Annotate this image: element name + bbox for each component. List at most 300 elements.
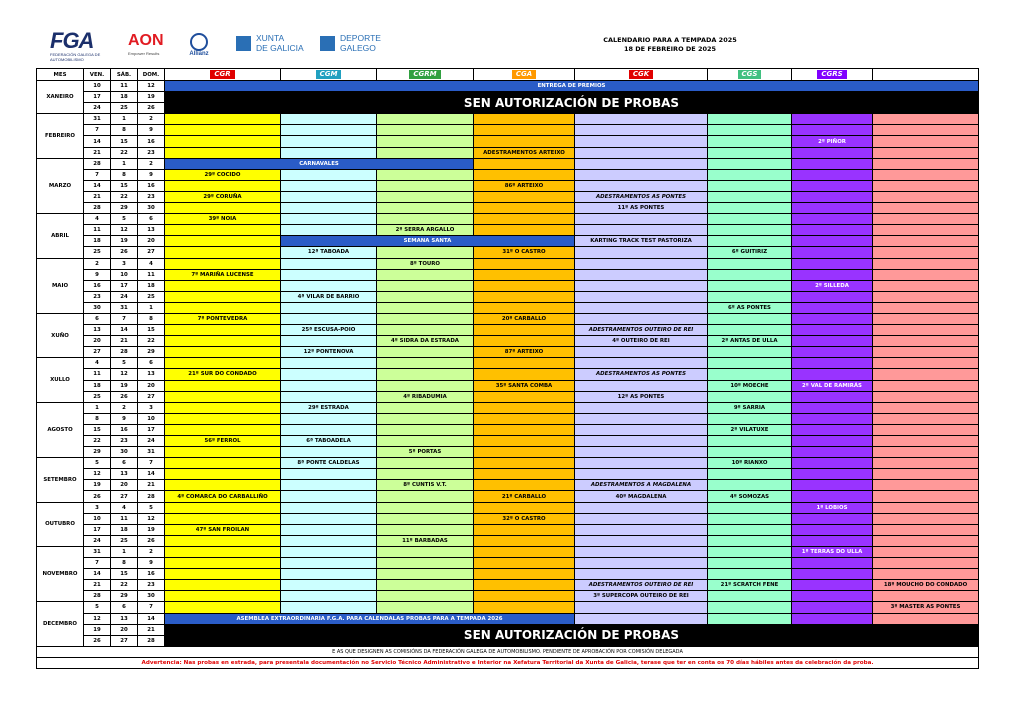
empty-out [873,247,979,258]
day-sab: 8 [111,169,138,180]
event-cgs: 2º ANTAS DE ULLA [708,336,792,347]
empty-cgrs [792,302,873,313]
day-sab: 13 [111,613,138,624]
calendar-table [36,68,979,669]
empty-cgk [575,402,708,413]
empty-cgm [281,358,377,369]
table-row [37,325,979,336]
day-sab: 9 [111,413,138,424]
cgr-badge: CGR [210,70,234,79]
month-cell: SETEMBRO [37,458,84,502]
empty-cgrs [792,413,873,424]
day-sab: 3 [111,258,138,269]
day-ven: 2 [84,258,111,269]
day-ven: 21 [84,191,111,202]
day-dom: 21 [138,480,165,491]
empty-out [873,158,979,169]
empty-cgs [708,480,792,491]
day-ven: 31 [84,546,111,557]
empty-cgrs [792,602,873,613]
empty-cgk [575,535,708,546]
empty-cga [474,369,575,380]
event-cgs: 6º AS PONTES [708,302,792,313]
table-row [37,92,979,103]
empty-cgs [708,136,792,147]
event-out: 3º MASTER AS PONTES [873,602,979,613]
table-row [37,358,979,369]
empty-cgs [708,369,792,380]
empty-cgm [281,569,377,580]
empty-cgs [708,258,792,269]
table-row [37,169,979,180]
event-cgrm: 2º SERRA ARGALLO [377,225,474,236]
day-ven: 4 [84,358,111,369]
day-dom: 19 [138,524,165,535]
event-out: 18º MOUCHO DO CONDADO [873,580,979,591]
empty-cga [474,524,575,535]
empty-cgrs [792,424,873,435]
event-cgk: ADESTRAMENTOS AS PONTES [575,369,708,380]
empty-cgrm [377,513,474,524]
day-ven: 25 [84,391,111,402]
empty-out [873,280,979,291]
empty-out [873,313,979,324]
empty-cgr [165,114,281,125]
event-cga: 20º CARBALLO [474,313,575,324]
day-sab: 26 [111,247,138,258]
day-dom: 6 [138,214,165,225]
empty-cgs [708,269,792,280]
empty-cga [474,424,575,435]
empty-cgk [575,125,708,136]
empty-cga [474,114,575,125]
day-dom: 12 [138,513,165,524]
col-header-cgrm [377,69,474,81]
col-header-cga [474,69,575,81]
empty-out [873,269,979,280]
empty-cgrs [792,325,873,336]
empty-cgrs [792,535,873,546]
empty-cgrs [792,147,873,158]
empty-cgrm [377,369,474,380]
empty-cgm [281,535,377,546]
empty-cgrm [377,247,474,258]
empty-cgrs [792,524,873,535]
empty-cgrs [792,558,873,569]
empty-out [873,236,979,247]
empty-cgm [281,424,377,435]
day-dom: 9 [138,125,165,136]
empty-cgrm [377,413,474,424]
title-line1: CALENDARIO PARA A TEMPADA 2025 [603,36,737,44]
page-header [0,0,1024,68]
empty-cgs [708,569,792,580]
day-dom: 25 [138,291,165,302]
empty-cgm [281,191,377,202]
empty-cgrs [792,491,873,502]
empty-cga [474,391,575,402]
day-dom: 26 [138,535,165,546]
fga-logo [50,30,110,62]
empty-cgm [281,380,377,391]
empty-cgs [708,347,792,358]
empty-cgs [708,225,792,236]
day-dom: 23 [138,191,165,202]
day-dom: 10 [138,413,165,424]
empty-cgs [708,602,792,613]
empty-cga [474,569,575,580]
empty-cgm [281,269,377,280]
empty-cga [474,413,575,424]
empty-cgs [708,535,792,546]
day-sab: 12 [111,369,138,380]
empty-cgrm [377,280,474,291]
empty-cgk [575,458,708,469]
empty-cga [474,436,575,447]
empty-cga [474,546,575,557]
empty-cgs [708,413,792,424]
day-sab: 24 [111,291,138,302]
day-sab: 18 [111,524,138,535]
table-row [37,558,979,569]
day-dom: 13 [138,369,165,380]
empty-cga [474,269,575,280]
empty-out [873,513,979,524]
empty-cgs [708,447,792,458]
empty-cgrm [377,569,474,580]
day-ven: 24 [84,535,111,546]
empty-cga [474,458,575,469]
empty-cga [474,502,575,513]
empty-out [873,436,979,447]
empty-cgk [575,513,708,524]
month-cell: AGOSTO [37,402,84,457]
empty-cgrs [792,469,873,480]
empty-out [873,569,979,580]
day-ven: 5 [84,602,111,613]
event-cgrs: 1º LOBIOS [792,502,873,513]
event-cgk: 11º AS PONTES [575,203,708,214]
day-dom: 7 [138,602,165,613]
empty-cgrm [377,358,474,369]
event-cgrm: 5º PORTAS [377,447,474,458]
event-cgm: 29º ESTRADA [281,402,377,413]
empty-cgr [165,180,281,191]
empty-out [873,302,979,313]
cgrm-badge: CGRM [409,70,440,79]
table-row [37,214,979,225]
table-row [37,591,979,602]
empty-cgm [281,280,377,291]
empty-cgm [281,313,377,324]
cgk-badge: CGK [629,70,653,79]
xunta-line1: XUNTA [256,33,285,43]
empty-cgr [165,247,281,258]
day-sab: 23 [111,436,138,447]
empty-out [873,169,979,180]
empty-cgm [281,114,377,125]
xunta-emblem-icon [236,36,251,51]
day-ven: 19 [84,480,111,491]
empty-cgs [708,114,792,125]
col-header-cgs [708,69,792,81]
empty-cgrs [792,336,873,347]
table-row [37,114,979,125]
day-sab: 6 [111,602,138,613]
month-cell: NOVEMBRO [37,546,84,601]
empty-cgk [575,469,708,480]
empty-cgrs [792,236,873,247]
allianz-name: Allianz [189,51,209,57]
fga-logo-mark: FGA [50,28,94,53]
empty-cgrs [792,203,873,214]
event-cgk: 12º AS PONTES [575,391,708,402]
day-sab: 22 [111,191,138,202]
day-ven: 5 [84,458,111,469]
empty-cga [474,580,575,591]
empty-cgm [281,258,377,269]
table-row [37,624,979,635]
empty-cgr [165,458,281,469]
day-sab: 19 [111,380,138,391]
day-ven: 14 [84,180,111,191]
table-row [37,125,979,136]
col-header-dom: DOM. [138,69,165,81]
day-sab: 8 [111,125,138,136]
table-row [37,81,979,92]
empty-cgm [281,225,377,236]
empty-out [873,424,979,435]
table-row [37,436,979,447]
month-cell: XUÑO [37,313,84,357]
empty-cgs [708,191,792,202]
day-ven: 9 [84,269,111,280]
empty-cgr [165,347,281,358]
event-cgrs: 2º SILLEDA [792,280,873,291]
empty-cgrm [377,313,474,324]
empty-cga [474,358,575,369]
empty-cgk [575,291,708,302]
empty-cgr [165,236,281,247]
empty-cgm [281,302,377,313]
day-ven: 15 [84,424,111,435]
day-dom: 20 [138,380,165,391]
empty-cgs [708,180,792,191]
table-row [37,258,979,269]
day-dom: 28 [138,635,165,646]
day-sab: 31 [111,302,138,313]
empty-out [873,258,979,269]
empty-out [873,325,979,336]
table-row [37,191,979,202]
empty-cgk [575,447,708,458]
empty-cgrs [792,458,873,469]
event-cgr: 21º SUR DO CONDADO [165,369,281,380]
empty-cgr [165,203,281,214]
day-ven: 12 [84,469,111,480]
empty-out [873,413,979,424]
event-cgrm: 11º BARBADAS [377,535,474,546]
day-sab: 1 [111,158,138,169]
empty-cgk [575,247,708,258]
day-dom: 4 [138,258,165,269]
event-cgrm: 8º TOURO [377,258,474,269]
empty-cgr [165,413,281,424]
day-sab: 10 [111,269,138,280]
day-dom: 11 [138,269,165,280]
empty-cgs [708,591,792,602]
event-cgrs: 1º TERRAS DO ULLA [792,546,873,557]
table-row [37,313,979,324]
event-cgr: 56º FERROL [165,436,281,447]
empty-out [873,203,979,214]
empty-cga [474,169,575,180]
day-ven: 10 [84,81,111,92]
day-ven: 19 [84,624,111,635]
event-cga: 86º ARTEIXO [474,180,575,191]
event-cga: 21º CARBALLO [474,491,575,502]
table-row [37,546,979,557]
cgs-badge: CGS [738,70,762,79]
empty-cgm [281,513,377,524]
day-dom: 16 [138,180,165,191]
day-ven: 28 [84,591,111,602]
empty-cgk [575,424,708,435]
footer-note: E AS QUE DESIGNEN AS COMISIÓNS DA FEDERACIÓN GALEGA DE AUTOMOBILISMO. PENDIENTE DE APROBACIÓN POR COMISIÓN DELEGADA [37,646,979,657]
empty-cgm [281,169,377,180]
event-cgr: 29º CORUÑA [165,191,281,202]
table-row [37,413,979,424]
table-row [37,602,979,613]
day-dom: 14 [138,469,165,480]
empty-cgr [165,546,281,557]
empty-cgk [575,214,708,225]
day-sab: 25 [111,103,138,114]
empty-cgrs [792,391,873,402]
empty-cgrs [792,313,873,324]
empty-cga [474,258,575,269]
day-ven: 29 [84,447,111,458]
empty-cgrm [377,436,474,447]
empty-cga [474,191,575,202]
day-sab: 5 [111,214,138,225]
empty-cgrs [792,369,873,380]
day-dom: 27 [138,247,165,258]
empty-cga [474,447,575,458]
empty-out [873,214,979,225]
empty-cgr [165,569,281,580]
empty-cgrm [377,169,474,180]
day-sab: 11 [111,513,138,524]
day-sab: 30 [111,447,138,458]
empty-cgr [165,147,281,158]
empty-cgrm [377,402,474,413]
empty-cgr [165,591,281,602]
event-cgk: 4º OUTEIRO DE REI [575,336,708,347]
day-sab: 15 [111,569,138,580]
table-row [37,269,979,280]
event-cga: 31º O CASTRO [474,247,575,258]
day-ven: 7 [84,558,111,569]
event-cgk: ADESTRAMENTOS AS PONTES [575,191,708,202]
empty-cgk [575,180,708,191]
empty-cgs [708,391,792,402]
empty-cgrs [792,569,873,580]
event-cgk: 40º MAGDALENA [575,491,708,502]
empty-cgrm [377,469,474,480]
day-dom: 2 [138,158,165,169]
empty-cgr [165,136,281,147]
day-dom: 30 [138,591,165,602]
empty-cgrs [792,258,873,269]
empty-cgk [575,436,708,447]
day-ven: 28 [84,158,111,169]
empty-cga [474,325,575,336]
empty-cgr [165,280,281,291]
col-header-ven: VEN. [84,69,111,81]
empty-cga [474,469,575,480]
empty-cgm [281,447,377,458]
table-row [37,158,979,169]
col-header-cgm [281,69,377,81]
event-cgk: 3º SUPERCOPA OUTEIRO DE REI [575,591,708,602]
event-cga: ADESTRAMENTOS ARTEIXO [474,147,575,158]
empty-out [873,225,979,236]
event-cgk: KARTING TRACK TEST PASTORIZA [575,236,708,247]
table-footer [37,646,979,668]
table-row [37,502,979,513]
empty-out [873,402,979,413]
day-dom: 18 [138,280,165,291]
empty-out [873,358,979,369]
empty-cgm [281,391,377,402]
table-row [37,236,979,247]
col-header-outras: OUTRAS PROBAS [873,69,979,81]
empty-cgs [708,436,792,447]
day-dom: 28 [138,491,165,502]
empty-cgr [165,391,281,402]
day-dom: 22 [138,336,165,347]
empty-cgrm [377,458,474,469]
event-cgrs: 2º PIÑOR [792,136,873,147]
empty-cgr [165,325,281,336]
day-sab: 2 [111,402,138,413]
day-dom: 30 [138,203,165,214]
empty-cgs [708,313,792,324]
empty-cgs [708,513,792,524]
empty-cgrs [792,447,873,458]
event-cgk: ADESTRAMENTOS OUTEIRO DE REI [575,325,708,336]
empty-out [873,613,979,624]
empty-cgrs [792,613,873,624]
empty-cgm [281,558,377,569]
event-cgr: 47º SAN FROILAN [165,524,281,535]
day-dom: 23 [138,580,165,591]
day-ven: 21 [84,147,111,158]
day-dom: 17 [138,424,165,435]
empty-cgm [281,524,377,535]
event-band: ENTREGA DE PREMIOS [165,81,979,92]
event-cgrm: 4º RIBADUMIA [377,391,474,402]
empty-cga [474,602,575,613]
empty-cgr [165,502,281,513]
day-ven: 13 [84,325,111,336]
day-ven: 12 [84,613,111,624]
empty-cga [474,158,575,169]
event-cgr: 7º PONTEVEDRA [165,313,281,324]
col-header-mes: MES [37,69,84,81]
event-cgm: 8ª PONTE CALDELAS [281,458,377,469]
